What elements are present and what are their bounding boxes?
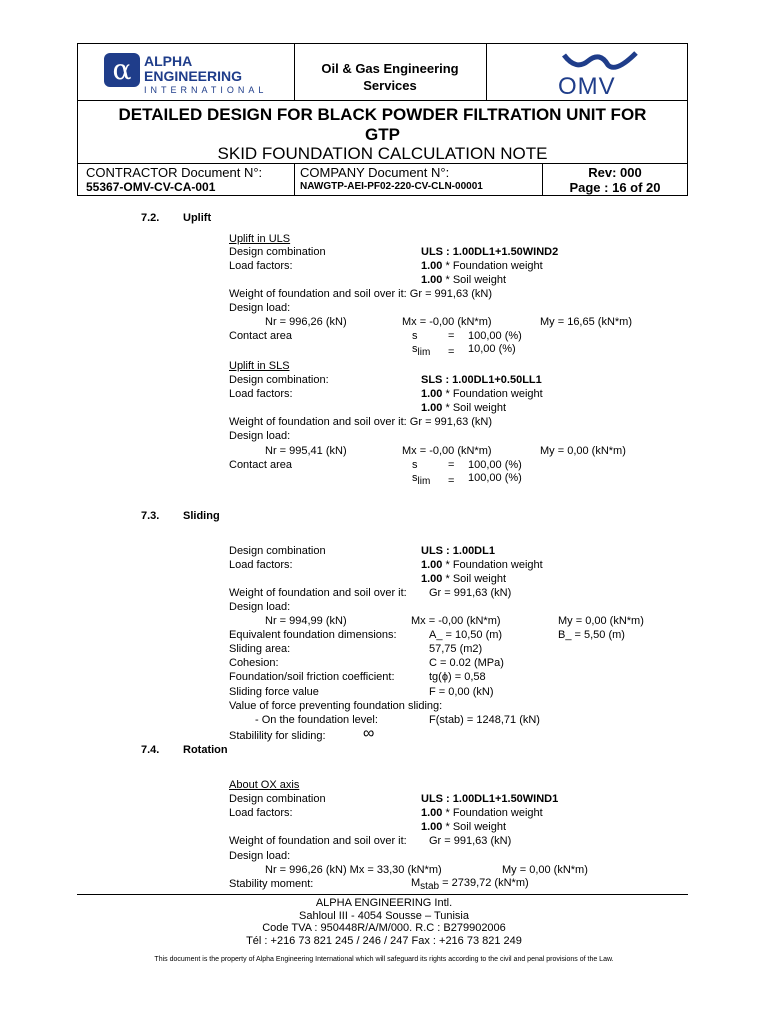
limit-value: 100,00 (%) bbox=[468, 472, 522, 484]
field-label: Sliding force value bbox=[229, 686, 319, 698]
contractor-doc-number: 55367-OMV-CV-CA-001 bbox=[86, 180, 216, 194]
field-label: Design combination bbox=[229, 545, 326, 557]
field-label: Weight of foundation and soil over it: bbox=[229, 587, 407, 599]
field-label: Weight of foundation and soil over it: bbox=[229, 835, 407, 847]
footer-phone: Tél : +216 73 821 245 / 246 / 247 Fax : +216 73 821 249 bbox=[246, 935, 522, 947]
dimension-a: A_ = 10,50 (m) bbox=[429, 629, 503, 641]
field-value: ULS : 1.00DL1+1.50WIND1 bbox=[421, 793, 559, 805]
dimension-b: B_ = 5,50 (m) bbox=[558, 629, 625, 641]
page-number: Page : 16 of 20 bbox=[569, 180, 661, 195]
nr-value: Nr = 994,99 (kN) bbox=[265, 615, 347, 627]
load-factor bbox=[421, 260, 543, 272]
footer-notice: This document is the property of Alpha Engineering International which will safeguard its rights according to the civil and penal provisions of the Law. bbox=[154, 956, 614, 963]
section-title: Sliding bbox=[183, 510, 220, 522]
field-label: - On the foundation level: bbox=[255, 714, 378, 726]
subsection-heading: Uplift in ULS bbox=[229, 233, 291, 245]
field-label: Design load: bbox=[229, 430, 291, 442]
company-subtitle: INTERNATIONAL bbox=[144, 85, 268, 95]
symbol: s bbox=[412, 330, 418, 342]
nr-mx-value: Nr = 996,26 (kN) Mx = 33,30 (kN*m) bbox=[265, 864, 442, 876]
field-label: Contact area bbox=[229, 330, 292, 342]
section-number: 7.2. bbox=[141, 212, 160, 224]
load-factor: 1.00 * Soil weight bbox=[421, 821, 507, 833]
alpha-icon bbox=[104, 53, 140, 87]
alpha-engineering-logo bbox=[104, 53, 140, 87]
mx-value: Mx = -0,00 (kN*m) bbox=[402, 445, 492, 457]
field-label: Design combination bbox=[229, 793, 326, 805]
field-label: Load factors: bbox=[229, 559, 293, 571]
document-title-line-2: GTP bbox=[365, 125, 400, 144]
footer-tax-code: Code TVA : 950448R/A/M/000. R.C : B279902006 bbox=[262, 922, 506, 934]
field-label: Design combination bbox=[229, 246, 326, 258]
my-value: My = 0,00 (kN*m) bbox=[502, 864, 588, 876]
field-value: ULS : 1.00DL1+1.50WIND2 bbox=[421, 246, 559, 258]
factor-text: * Soil weight bbox=[442, 274, 507, 286]
equals: = bbox=[448, 346, 455, 358]
field-value: F = 0,00 (kN) bbox=[429, 686, 494, 698]
omv-logo bbox=[556, 51, 646, 100]
field-label: Sliding area: bbox=[229, 643, 291, 655]
omv-wave-icon bbox=[556, 51, 646, 73]
contractor-doc-label: CONTRACTOR Document N°: bbox=[86, 165, 263, 180]
company-doc-number: NAWGTP-AEI-PF02-220-CV-CLN-00001 bbox=[300, 181, 483, 192]
field-label: Design load: bbox=[229, 850, 291, 862]
services-line-1: Oil & Gas Engineering bbox=[321, 61, 459, 76]
weight-value: Gr = 991,63 (kN) bbox=[429, 835, 512, 847]
symbol: slim bbox=[412, 472, 431, 487]
field-label: Cohesion: bbox=[229, 657, 279, 669]
equals: = bbox=[448, 330, 455, 342]
field-label: Load factors: bbox=[229, 807, 293, 819]
field-label: Contact area bbox=[229, 459, 292, 471]
field-value: tg(ϕ) = 0,58 bbox=[429, 671, 486, 683]
nr-value: Nr = 996,26 (kN) bbox=[265, 316, 347, 328]
subsection-heading: Uplift in SLS bbox=[229, 360, 290, 372]
field-label: Design combination: bbox=[229, 374, 329, 386]
company-name-2: ENGINEERING bbox=[144, 68, 243, 84]
field-label: Design load: bbox=[229, 601, 291, 613]
company-name-1: ALPHA bbox=[144, 53, 193, 69]
symbol: slim bbox=[412, 343, 431, 358]
section-title: Rotation bbox=[183, 744, 228, 756]
nr-value: Nr = 995,41 (kN) bbox=[265, 445, 347, 457]
field-value: F(stab) = 1248,71 (kN) bbox=[429, 714, 540, 726]
revision: Rev: 000 bbox=[588, 165, 642, 180]
field-label: Stabilility for sliding: bbox=[229, 730, 326, 742]
load-factor: 1.00 * Foundation weight bbox=[421, 807, 543, 819]
load-factor: 1.00 * Soil weight bbox=[421, 573, 507, 585]
field-label: Load factors: bbox=[229, 260, 293, 272]
field-label: Stability moment: bbox=[229, 878, 314, 890]
load-factor: 1.00 * Foundation weight bbox=[421, 388, 543, 400]
field-value: 57,75 (m2) bbox=[429, 643, 483, 655]
factor-value: 1.00 bbox=[421, 260, 443, 272]
document-title-line-1: DETAILED DESIGN FOR BLACK POWDER FILTRATION UNIT FOR bbox=[118, 105, 647, 124]
field-value: ULS : 1.00DL1 bbox=[421, 545, 495, 557]
field-label: Design load: bbox=[229, 302, 291, 314]
contact-value: 100,00 (%) bbox=[468, 330, 522, 342]
symbol: s bbox=[412, 459, 418, 471]
stability-moment: Mstab = 2739,72 (kN*m) bbox=[411, 877, 529, 892]
infinity-value: ∞ bbox=[363, 725, 375, 742]
document-subtitle: SKID FOUNDATION CALCULATION NOTE bbox=[217, 144, 548, 163]
field-value: C = 0.02 (MPa) bbox=[429, 657, 504, 669]
section-title: Uplift bbox=[183, 212, 212, 224]
document-header bbox=[77, 43, 688, 196]
omv-logo-text: OMV bbox=[558, 73, 616, 100]
equals: = bbox=[448, 475, 455, 487]
contact-value: 100,00 (%) bbox=[468, 459, 522, 471]
field-label: Foundation/soil friction coefficient: bbox=[229, 671, 395, 683]
mx-value: Mx = -0,00 (kN*m) bbox=[411, 615, 501, 627]
section-number: 7.4. bbox=[141, 744, 160, 756]
load-factor: 1.00 * Foundation weight bbox=[421, 559, 543, 571]
my-value: My = 0,00 (kN*m) bbox=[540, 445, 626, 457]
weight-line: Weight of foundation and soil over it: Gr = 991,63 (kN) bbox=[229, 416, 493, 428]
factor-text: * Foundation weight bbox=[442, 260, 543, 272]
footer-divider bbox=[77, 894, 688, 895]
company-doc-label: COMPANY Document N°: bbox=[300, 165, 450, 180]
load-factor bbox=[421, 274, 506, 286]
limit-value: 10,00 (%) bbox=[468, 343, 516, 355]
equals: = bbox=[448, 459, 455, 471]
field-label: Load factors: bbox=[229, 388, 293, 400]
field-label: Value of force preventing foundation sliding: bbox=[229, 700, 443, 712]
footer-address: Sahloul III - 4054 Sousse – Tunisia bbox=[299, 910, 469, 922]
field-label: Equivalent foundation dimensions: bbox=[229, 629, 397, 641]
section-number: 7.3. bbox=[141, 510, 160, 522]
mx-value: Mx = -0,00 (kN*m) bbox=[402, 316, 492, 328]
my-value: My = 0,00 (kN*m) bbox=[558, 615, 644, 627]
svg-text:α: α bbox=[112, 53, 132, 86]
subsection-heading: About OX axis bbox=[229, 779, 300, 791]
services-line-2: Services bbox=[363, 78, 417, 93]
factor-value: 1.00 bbox=[421, 274, 443, 286]
weight-line: Weight of foundation and soil over it: Gr = 991,63 (kN) bbox=[229, 288, 493, 300]
my-value: My = 16,65 (kN*m) bbox=[540, 316, 632, 328]
load-factor: 1.00 * Soil weight bbox=[421, 402, 507, 414]
footer-company: ALPHA ENGINEERING Intl. bbox=[315, 897, 453, 909]
field-value: SLS : 1.00DL1+0.50LL1 bbox=[421, 374, 542, 386]
weight-value: Gr = 991,63 (kN) bbox=[429, 587, 512, 599]
